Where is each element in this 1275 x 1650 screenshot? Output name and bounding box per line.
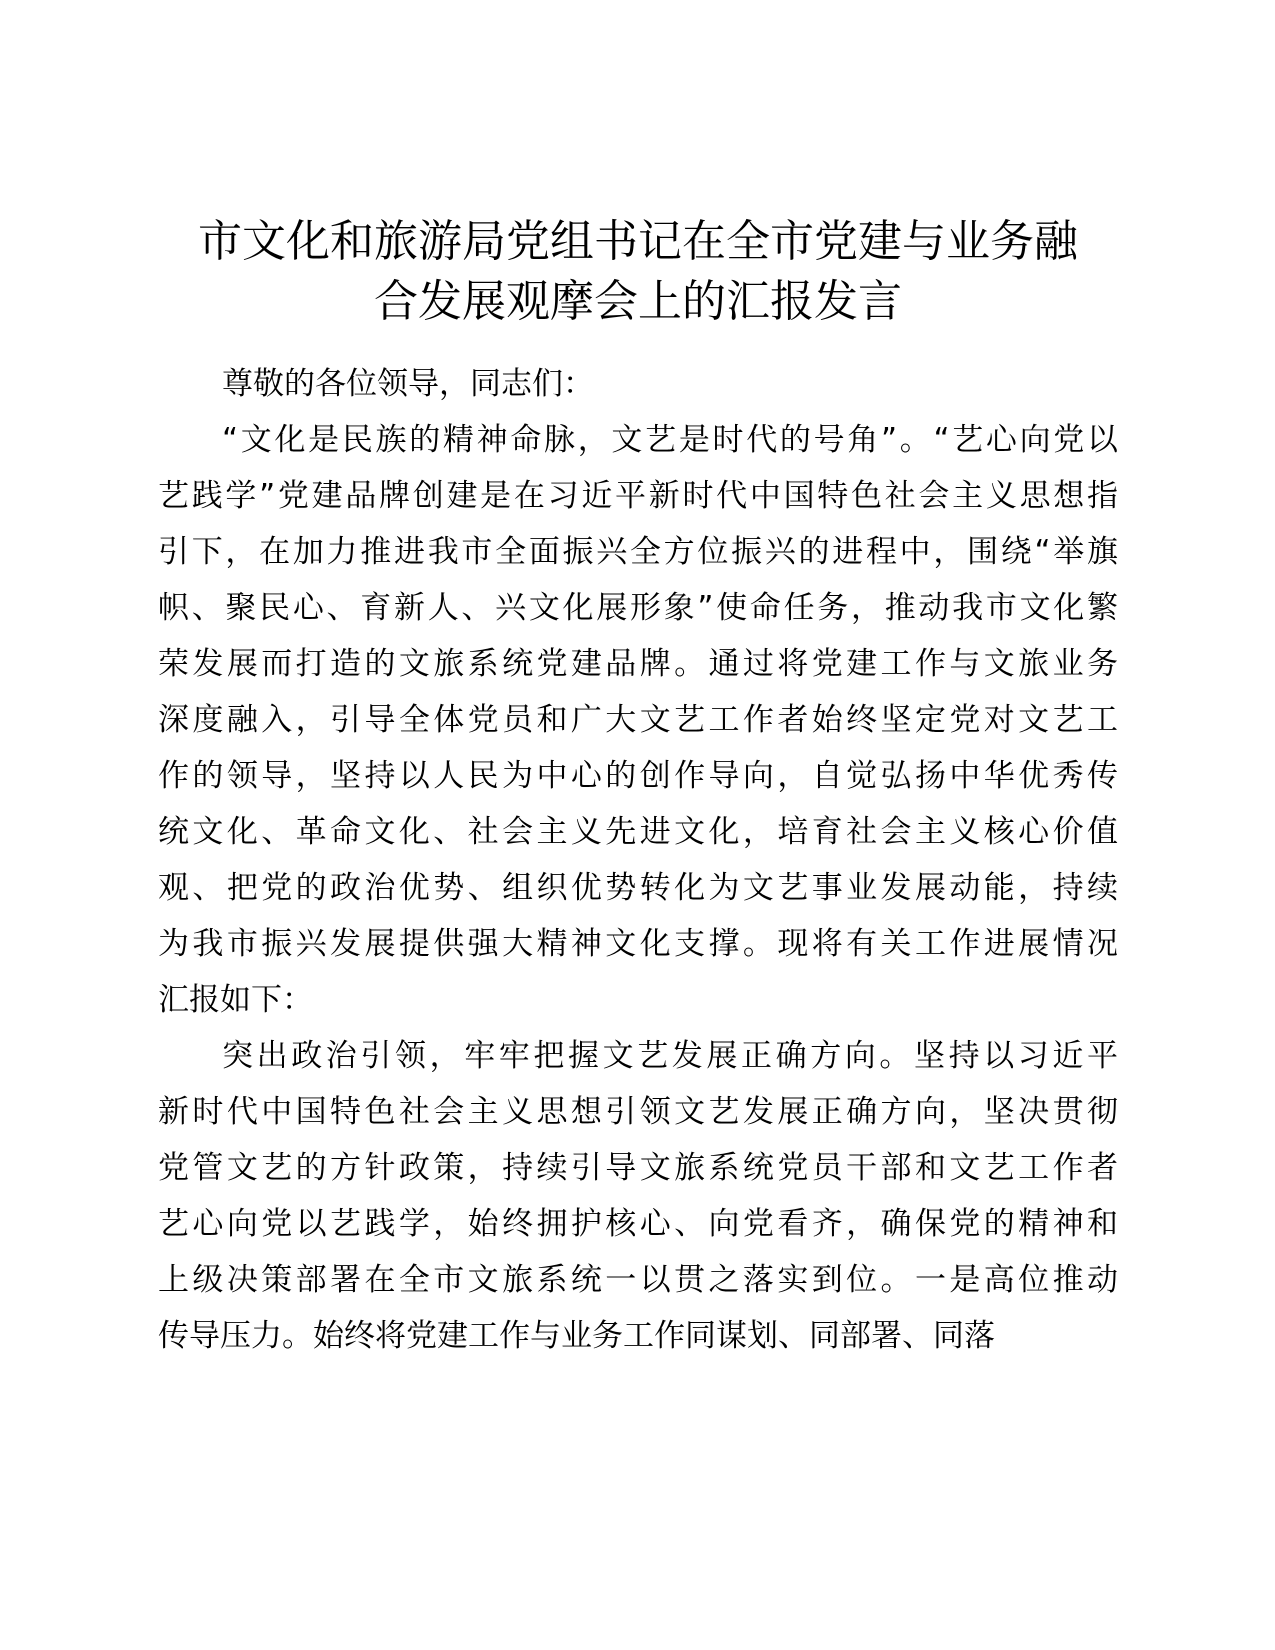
body-line: 艺践学”党建品牌创建是在习近平新时代中国特色社会主义思想指 bbox=[158, 478, 1118, 514]
body-line: “文化是民族的精神命脉，文艺是时代的号角”。“艺心向党以 bbox=[222, 422, 1118, 458]
document-body bbox=[158, 356, 1118, 1364]
body-line: 统文化、革命文化、社会主义先进文化，培育社会主义核心价值 bbox=[158, 814, 1118, 850]
body-line: 深度融入，引导全体党员和广大文艺工作者始终坚定党对文艺工 bbox=[158, 702, 1118, 738]
body-line: 引下，在加力推进我市全面振兴全方位振兴的进程中，围绕“举旗 bbox=[158, 534, 1118, 570]
document-title bbox=[158, 212, 1118, 332]
body-line: 突出政治引领，牢牢把握文艺发展正确方向。坚持以习近平 bbox=[222, 1038, 1118, 1074]
body-line: 新时代中国特色社会主义思想引领文艺发展正确方向，坚决贯彻 bbox=[158, 1094, 1118, 1130]
title-line-2: 合发展观摩会上的汇报发言 bbox=[374, 276, 902, 327]
title-line-1: 市文化和旅游局党组书记在全市党建与业务融 bbox=[198, 216, 1078, 267]
salutation-line: 尊敬的各位领导，同志们： bbox=[222, 366, 594, 402]
body-line: 观、把党的政治优势、组织优势转化为文艺事业发展动能，持续 bbox=[158, 870, 1118, 906]
body-line: 传导压力。始终将党建工作与业务工作同谋划、同部署、同落 bbox=[158, 1318, 995, 1354]
body-line: 上级决策部署在全市文旅系统一以贯之落实到位。一是高位推动 bbox=[158, 1262, 1118, 1298]
body-line: 艺心向党以艺践学，始终拥护核心、向党看齐，确保党的精神和 bbox=[158, 1206, 1118, 1242]
body-line: 帜、聚民心、育新人、兴文化展形象”使命任务，推动我市文化繁 bbox=[158, 590, 1118, 626]
body-line: 汇报如下： bbox=[158, 982, 313, 1018]
body-line: 党管文艺的方针政策，持续引导文旅系统党员干部和文艺工作者 bbox=[158, 1150, 1118, 1186]
body-line: 荣发展而打造的文旅系统党建品牌。通过将党建工作与文旅业务 bbox=[158, 646, 1118, 682]
body-line: 作的领导，坚持以人民为中心的创作导向，自觉弘扬中华优秀传 bbox=[158, 758, 1118, 794]
body-line: 为我市振兴发展提供强大精神文化支撑。现将有关工作进展情况 bbox=[158, 926, 1118, 962]
